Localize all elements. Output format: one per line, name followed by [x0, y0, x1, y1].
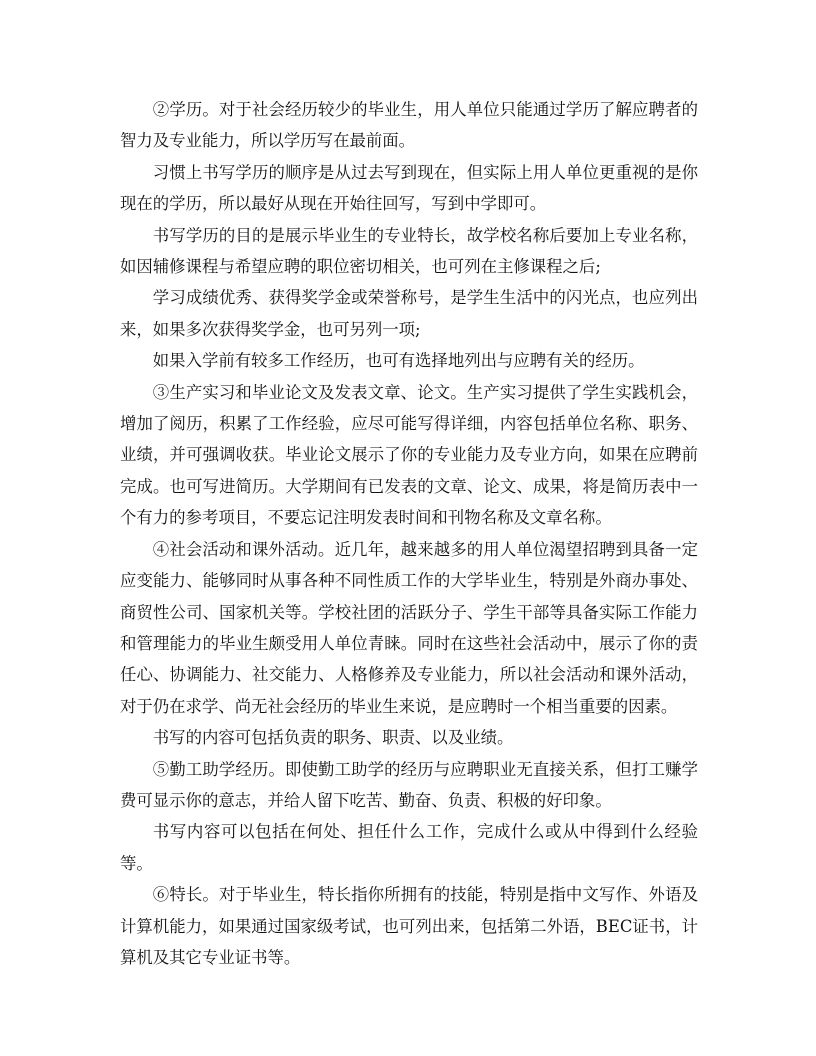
paragraph: ②学历。对于社会经历较少的毕业生，用人单位只能通过学历了解应聘者的智力及专业能力，所以学历写在最前面。 [120, 100, 698, 151]
document-body [120, 94, 698, 973]
paragraph: ③生产实习和毕业论文及发表文章、论文。生产实习提供了学生实践机会，增加了阅历，积累了工作经验，应尽可能写得详细，内容包括单位名称、职务、业绩，并可强调收获。毕业论文展示了你的专业能力及专业方向，如果在应聘前完成。也可写进简历。大学期间有已发表的文章、论文、成果，将是简历表中一个有力的参考项目，不要忘记注明发表时间和刊物名称及文章名称。 [120, 382, 698, 528]
paragraph: 习惯上书写学历的顺序是从过去写到现在，但实际上用人单位更重视的是你现在的学历，所以最好从现在开始往回写，写到中学即可。 [120, 162, 698, 214]
paragraph: 书写学历的目的是展示毕业生的专业特长，故学校名称后要加上专业名称，如因辅修课程与希望应聘的职位密切相关，也可列在主修课程之后; [120, 225, 698, 277]
paragraph: 学习成绩优秀、获得奖学金或荣誉称号，是学生生活中的闪光点，也应列出来，如果多次获得奖学金，也可另列一项; [120, 288, 698, 339]
paragraph: 书写的内容可包括负责的职务、职责、以及业绩。 [152, 728, 514, 748]
paragraph: ④社会活动和课外活动。近几年，越来越多的用人单位渴望招聘到具备一定应变能力、能够同时从事各种不同性质工作的大学毕业生，特别是外商办事处、商贸性公司、国家机关等。学校社团的活跃分子、学生干部等具备实际工作能力和管理能力的毕业生颇受用人单位青睐。同时在这些社会活动中，展示了你的责任心、协调能力、社交能力、人格修养及专业能力，所以社会活动和课外活动，对于仍在求学、尚无社会经历的毕业生来说，是应聘时一个相当重要的因素。 [120, 539, 698, 716]
paragraph: ⑥特长。对于毕业生，特长指你所拥有的技能，特别是指中文写作、外语及计算机能力，如果通过国家级考试，也可列出来，包括第二外语，BEC证书，计算机及其它专业证书等。 [120, 885, 698, 967]
paragraph: 如果入学前有较多工作经历，也可有选择地列出与应聘有关的经历。 [152, 351, 645, 371]
paragraph: ⑤勤工助学经历。即使勤工助学的经历与应聘职业无直接关系，但打工赚学费可显示你的意志，并给人留下吃苦、勤奋、负责、积极的好印象。 [120, 759, 698, 810]
paragraph: 书写内容可以包括在何处、担任什么工作，完成什么或从中得到什么经验等。 [120, 822, 698, 873]
